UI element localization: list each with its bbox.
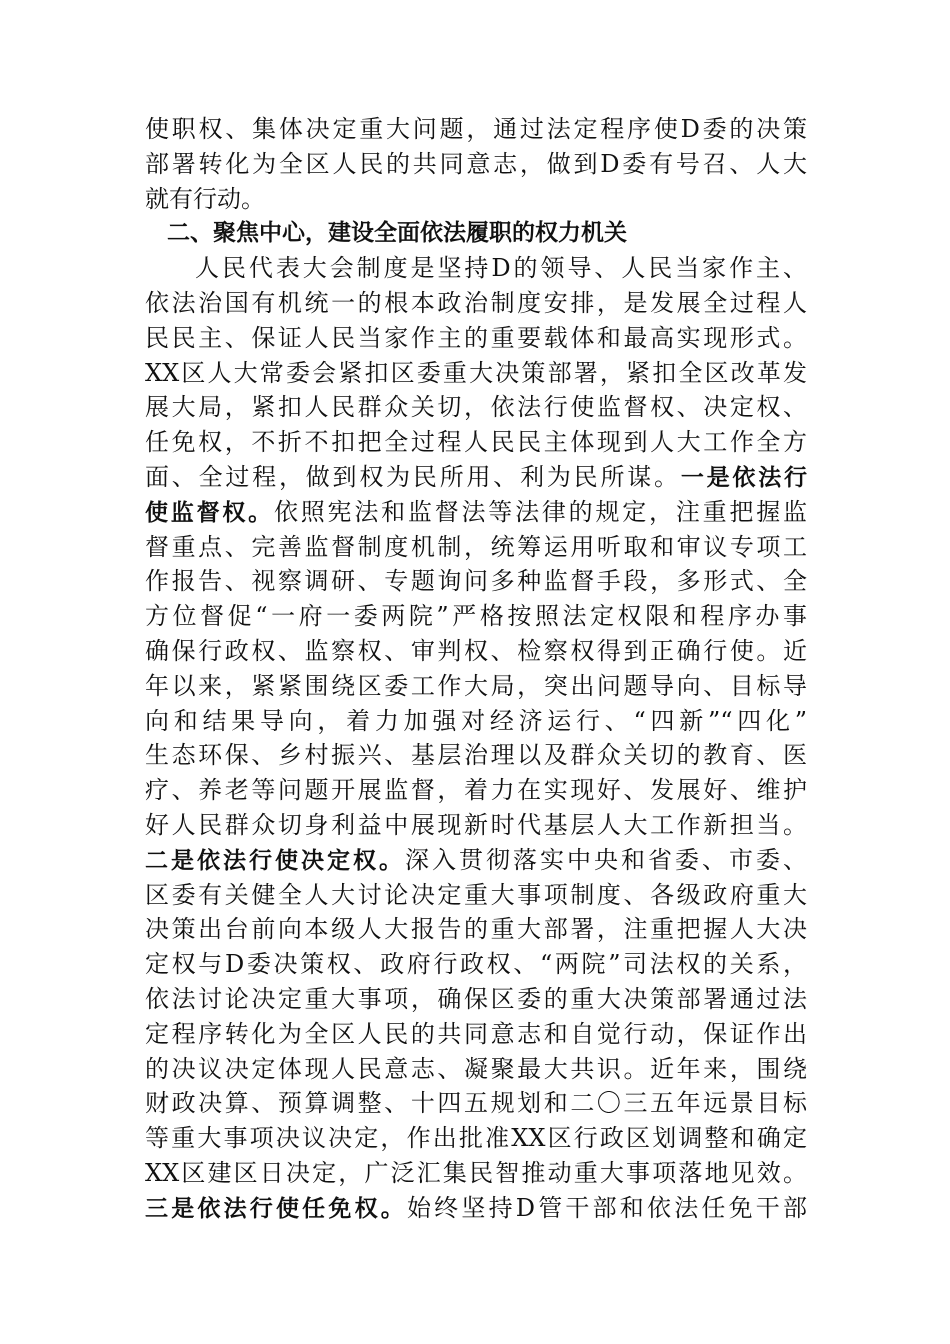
text-line: 年以来，紧紧围绕区委工作大局，突出问题导向、目标导 (145, 671, 807, 700)
text-line: XX区人大常委会紧扣区委重大决策部署，紧扣全区改革发 (145, 358, 807, 387)
text-line: 展大局，紧扣人民群众关切，依法行使监督权、决定权、 (145, 393, 807, 422)
text-line: 依法讨论决定重大事项，确保区委的重大决策部署通过法 (145, 984, 807, 1013)
text-line: 人民代表大会制度是坚持D的领导、人民当家作主、 (195, 254, 807, 283)
text-line: 定程序转化为全区人民的共同意志和自觉行动，保证作出 (145, 1019, 807, 1048)
text-line: 作报告、视察调研、专题询问多种监督手段，多形式、全 (145, 567, 807, 596)
text-line: 确保行政权、监察权、审判权、检察权得到正确行使。近 (145, 636, 807, 665)
text-run: 依照宪法和监督法等法律的规定，注重把握监 (273, 497, 808, 526)
text-run: 深入贯彻落实中央和省委、市委、 (405, 845, 807, 874)
text-line: 区委有关健全人大讨论决定重大事项制度、各级政府重大 (145, 880, 807, 909)
document-body (145, 112, 807, 1226)
text-line: 好人民群众切身利益中展现新时代基层人大工作新担当。 (145, 810, 807, 839)
text-line (145, 460, 807, 495)
text-line: 等重大事项决议决定，作出批准XX区行政区划调整和确定 (145, 1124, 807, 1153)
text-run: 面、全过程，做到权为民所用、利为民所谋。 (145, 462, 681, 491)
text-line: 向和结果导向，着力加强对经济运行、“四新”“四化” (145, 706, 807, 735)
bold-phrase: 二是依法行使决定权。 (145, 847, 405, 874)
text-line: 疗、养老等问题开展监督，着力在实现好、发展好、维护 (145, 776, 807, 805)
text-line: 依法治国有机统一的根本政治制度安排，是发展全过程人 (145, 288, 807, 317)
text-line: 财政决算、预算调整、十四五规划和二〇三五年远景目标 (145, 1089, 807, 1118)
text-line: 就有行动。 (145, 184, 265, 213)
text-line: 督重点、完善监督制度机制，统筹运用听取和审议专项工 (145, 532, 807, 561)
text-line: 定权与D委决策权、政府行政权、“两院”司法权的关系， (145, 950, 807, 979)
text-line: 使职权、集体决定重大问题，通过法定程序使D委的决策 (145, 115, 807, 143)
section-heading: 二、聚焦中心，建设全面依法履职的权力机关 (167, 220, 627, 247)
bold-phrase: 使监督权。 (145, 499, 274, 526)
text-line (145, 843, 807, 878)
text-line (145, 495, 807, 530)
text-run: 始终坚持D管干部和依法任免干部 (406, 1193, 807, 1222)
text-line (145, 1191, 807, 1226)
text-line: 民民主、保证人民当家作主的重要载体和最高实现形式。 (145, 323, 807, 352)
bold-phrase: 三是依法行使任免权。 (145, 1195, 407, 1222)
text-line: XX区建区日决定，广泛汇集民智推动重大事项落地见效。 (145, 1158, 807, 1187)
text-line: 生态环保、乡村振兴、基层治理以及群众关切的教育、医 (145, 741, 807, 770)
bold-phrase: 一是依法行 (680, 464, 808, 491)
text-line: 任免权，不折不扣把全过程人民民主体现到人大工作全方 (145, 428, 807, 457)
text-line: 决策出台前向本级人大报告的重大部署，注重把握人大决 (145, 915, 807, 944)
text-line: 方位督促“一府一委两院”严格按照法定权限和程序办事 (145, 602, 807, 631)
text-line: 部署转化为全区人民的共同意志，做到D委有号召、人大 (145, 149, 807, 178)
text-line: 的决议决定体现人民意志、凝聚最大共识。近年来，围绕 (145, 1054, 807, 1083)
